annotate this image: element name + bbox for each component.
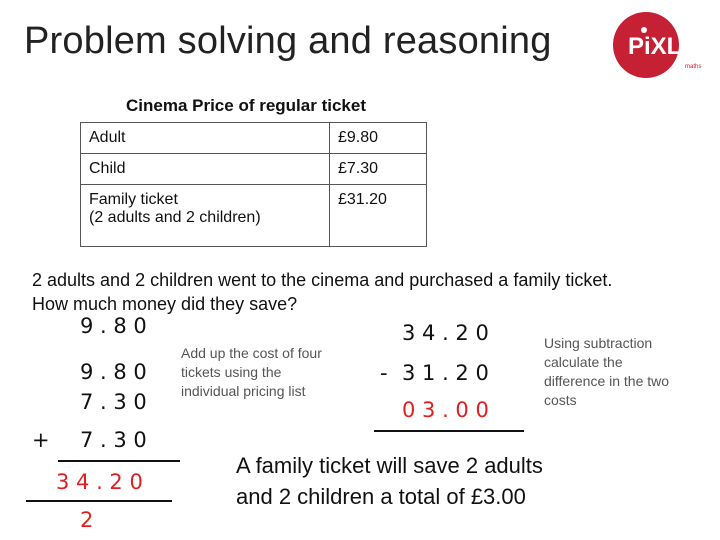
- conclusion-line: and 2 children a total of £3.00: [236, 484, 526, 509]
- sum-line: [26, 500, 172, 502]
- question-text: 2 adults and 2 children went to the cinema and purchased a family ticket.: [32, 270, 613, 290]
- ticket-type: Child: [81, 154, 330, 185]
- note-line: calculate the: [544, 354, 623, 370]
- table-row: [81, 185, 427, 247]
- addition-note: [181, 344, 361, 401]
- minuend: 3 4 . 2 0: [402, 321, 489, 345]
- page-title: Problem solving and reasoning: [24, 20, 552, 62]
- ticket-type: [81, 185, 330, 247]
- ticket-price: £7.30: [330, 154, 427, 185]
- table-row: [81, 154, 427, 185]
- price-table: [80, 122, 427, 247]
- conclusion-text: [236, 450, 543, 512]
- question-text: How much money did they save?: [32, 294, 298, 314]
- subtraction-note: [544, 334, 714, 410]
- svg-text:maths: maths: [685, 64, 702, 70]
- table-caption: Cinema Price of regular ticket: [126, 96, 366, 115]
- difference-result: 0 3 . 0 0: [402, 398, 489, 422]
- addend: 9 . 8 0: [80, 360, 147, 384]
- table-row: [81, 123, 427, 154]
- ticket-type-line: Family ticket: [89, 191, 178, 208]
- ticket-type: Adult: [81, 123, 330, 154]
- subtrahend: 3 1 . 2 0: [402, 361, 489, 385]
- addend: 9 . 8 0: [80, 314, 147, 338]
- ticket-price: £31.20: [330, 185, 427, 247]
- note-line: individual pricing list: [181, 383, 306, 399]
- minus-sign: -: [380, 361, 388, 385]
- sum-result: 3 4 . 2 0: [56, 470, 143, 494]
- addend: 7 . 3 0: [80, 390, 147, 414]
- pixl-logo: [608, 10, 716, 80]
- note-line: costs: [544, 392, 577, 408]
- svg-text:PiXL: PiXL: [628, 33, 682, 60]
- ticket-type-line: (2 adults and 2 children): [89, 209, 261, 226]
- plus-sign: +: [32, 428, 50, 452]
- ticket-price: £9.80: [330, 123, 427, 154]
- addend: 7 . 3 0: [80, 428, 147, 452]
- note-line: Using subtraction: [544, 335, 653, 351]
- note-line: difference in the two: [544, 373, 670, 389]
- difference-line: [374, 430, 524, 432]
- sum-line: [58, 460, 180, 462]
- carry-digit: 2: [80, 508, 94, 532]
- conclusion-line: A family ticket will save 2 adults: [236, 453, 543, 478]
- note-line: Add up the cost of four: [181, 345, 322, 361]
- note-line: tickets using the: [181, 364, 282, 380]
